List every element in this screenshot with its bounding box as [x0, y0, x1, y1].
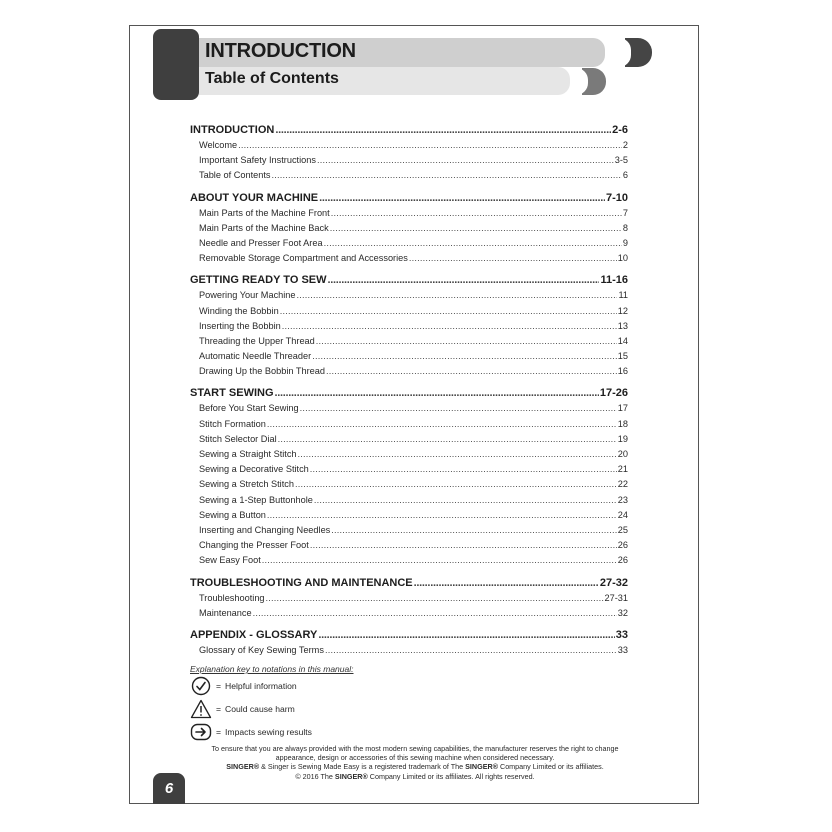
toc-item: [190, 493, 628, 508]
footer-line: To ensure that you are always provided with the most modern sewing capabilities, the manufacturer reserves the right to change: [211, 744, 619, 753]
dot-leader: [317, 153, 614, 168]
arrow-right-box-icon: [190, 722, 212, 742]
toc-item-title: Maintenance: [199, 607, 252, 618]
toc-item-pages: 19: [617, 433, 628, 444]
toc-item: [190, 591, 628, 606]
toc-item-title: Automatic Needle Threader: [199, 351, 312, 362]
dot-leader: [297, 288, 618, 303]
key-row-impact: [190, 720, 354, 743]
footer-line: SINGER® & Singer is Sewing Made Easy is a registered trademark of The SINGER® Company Limited or its affiliates.: [226, 762, 604, 772]
toc-item-pages: 14: [617, 335, 628, 346]
toc-item: [190, 334, 628, 349]
toc-item-pages: 6: [622, 170, 628, 181]
toc-item-title: Table of Contents: [199, 170, 271, 181]
dot-leader: [325, 643, 617, 658]
toc-item-pages: 26: [617, 540, 628, 551]
equals-sign: =: [216, 680, 222, 691]
dot-leader: [330, 221, 622, 236]
toc-item-pages: 25: [617, 524, 628, 535]
page-title: Table of Contents: [205, 70, 339, 87]
dot-leader: [318, 628, 614, 643]
toc-section: [190, 576, 628, 591]
toc-item-title: Sew Easy Foot: [199, 555, 261, 566]
toc-item: [190, 153, 628, 168]
toc-section-title: GETTING READY TO SEW: [190, 274, 327, 287]
notation-key-title: Explanation key to notations in this manual:: [190, 664, 354, 674]
toc-item-pages: 22: [617, 479, 628, 490]
dot-leader: [312, 349, 617, 364]
key-label: Helpful information: [225, 680, 297, 691]
equals-sign: =: [216, 703, 222, 714]
toc-item: [190, 538, 628, 553]
dot-leader: [262, 553, 617, 568]
key-label: Impacts sewing results: [225, 726, 312, 737]
toc-item: [190, 206, 628, 221]
toc-item-title: Troubleshooting: [199, 592, 265, 603]
toc-item-pages: 12: [617, 305, 628, 316]
key-row-harm: [190, 697, 354, 720]
toc-item: [190, 288, 628, 303]
toc-item-pages: 16: [617, 366, 628, 377]
toc-item-title: Glossary of Key Sewing Terms: [199, 644, 324, 655]
toc-section: [190, 273, 628, 288]
toc-section: [190, 123, 628, 138]
toc-section-title: ABOUT YOUR MACHINE: [190, 191, 319, 204]
brand-name: SINGER®: [465, 762, 498, 772]
toc-item-pages: 20: [617, 449, 628, 459]
toc-item: [190, 221, 628, 236]
toc-item-pages: 7: [622, 207, 628, 218]
toc-item: [190, 251, 628, 266]
dot-leader: [298, 447, 617, 462]
toc-item-title: Before You Start Sewing: [199, 403, 299, 414]
toc-item: [190, 508, 628, 523]
warning-triangle-icon: [190, 699, 212, 719]
dot-leader: [316, 334, 617, 349]
equals-sign: =: [216, 726, 222, 737]
toc-item-title: Inserting and Changing Needles: [199, 524, 331, 535]
toc-item: [190, 349, 628, 364]
toc-item: [190, 462, 628, 477]
toc-item-title: Main Parts of the Machine Front: [199, 207, 330, 218]
toc-item-title: Sewing a Button: [199, 509, 266, 520]
toc-item-title: Powering Your Machine: [199, 290, 296, 301]
check-circle-icon: [190, 676, 212, 696]
toc-item-title: Threading the Upper Thread: [199, 335, 315, 346]
dot-leader: [272, 168, 622, 183]
dot-leader: [331, 523, 616, 538]
toc-item-pages: 21: [617, 464, 628, 475]
toc-item-pages: 17: [617, 403, 628, 414]
dot-leader: [414, 576, 599, 591]
toc-item-pages: 9: [622, 237, 628, 248]
toc-item-pages: 8: [622, 222, 628, 233]
toc-item: [190, 304, 628, 319]
notation-key: [190, 664, 354, 743]
brand-name: SINGER®: [226, 762, 260, 772]
toc-section: [190, 386, 628, 401]
toc-item-pages: 10: [617, 253, 628, 264]
chapter-title: INTRODUCTION: [205, 40, 356, 62]
toc-item-pages: 26: [617, 555, 628, 566]
toc-item: [190, 553, 628, 568]
dot-leader: [331, 206, 622, 221]
header-block-decoration: [153, 29, 199, 100]
toc-item: [190, 447, 628, 462]
toc-item: [190, 477, 628, 492]
chapter-tab-decoration: [625, 38, 652, 67]
legal-footer: [150, 744, 680, 781]
dot-leader: [326, 364, 617, 379]
dot-leader: [267, 417, 617, 432]
page-number: 6: [153, 773, 185, 804]
toc-section-title: START SEWING: [190, 387, 274, 400]
dot-leader: [275, 123, 611, 138]
toc-section-pages: 7-10: [605, 191, 628, 204]
dot-leader: [310, 538, 617, 553]
toc-section-title: INTRODUCTION: [190, 124, 275, 136]
toc-item-pages: 32: [617, 607, 628, 618]
toc-item-pages: 23: [617, 494, 628, 505]
brand-name: SINGER®: [334, 771, 368, 781]
toc-item-title: Important Safety Instructions: [199, 155, 316, 166]
toc-item-title: Sewing a Straight Stitch: [199, 449, 297, 459]
toc-item-title: Main Parts of the Machine Back: [199, 222, 329, 233]
dot-leader: [314, 493, 617, 508]
footer-line: appearance, design or accessories of this sewing machine when considered necessary.: [275, 753, 555, 763]
toc-item: [190, 319, 628, 334]
toc-section: [190, 628, 628, 643]
toc-section-pages: 11-16: [600, 274, 628, 287]
dot-leader: [282, 319, 617, 334]
toc-item-pages: 2: [622, 140, 628, 150]
toc-item: [190, 168, 628, 183]
dot-leader: [238, 138, 622, 153]
toc-item-pages: 18: [617, 418, 628, 429]
toc-item-pages: 11: [618, 290, 628, 301]
toc-item: [190, 606, 628, 621]
toc-item-title: Needle and Presser Foot Area: [199, 237, 323, 248]
toc-item-pages: 13: [617, 320, 628, 331]
toc-item: [190, 236, 628, 251]
dot-leader: [310, 462, 617, 477]
toc-item-title: Sewing a Decorative Stitch: [199, 464, 309, 475]
toc-item-title: Welcome: [199, 140, 238, 150]
dot-leader: [253, 606, 617, 621]
toc-item: [190, 432, 628, 447]
toc-item: [190, 401, 628, 416]
table-of-contents: [190, 123, 628, 658]
toc-item-pages: 3-5: [614, 155, 628, 166]
toc-item-title: Winding the Bobbin: [199, 305, 279, 316]
dot-leader: [275, 386, 599, 401]
toc-section-title: TROUBLESHOOTING AND MAINTENANCE: [190, 576, 413, 589]
dot-leader: [266, 591, 604, 606]
toc-section-pages: 27-32: [599, 576, 628, 589]
toc-item: [190, 523, 628, 538]
toc-item-pages: 15: [617, 351, 628, 362]
key-label: Could cause harm: [225, 703, 295, 714]
toc-item: [190, 417, 628, 432]
toc-item-title: Removable Storage Compartment and Accessories: [199, 253, 408, 264]
toc-item-title: Inserting the Bobbin: [199, 320, 281, 331]
toc-item: [190, 138, 628, 153]
toc-item-pages: 33: [617, 644, 628, 655]
toc-section: [190, 191, 628, 206]
dot-leader: [280, 304, 617, 319]
dot-leader: [328, 273, 600, 288]
toc-item-title: Stitch Selector Dial: [199, 433, 277, 444]
toc-section-title: APPENDIX - GLOSSARY: [190, 628, 318, 641]
dot-leader: [278, 432, 617, 447]
toc-item: [190, 643, 628, 658]
toc-item-title: Sewing a 1-Step Buttonhole: [199, 494, 313, 505]
toc-item-title: Sewing a Stretch Stitch: [199, 479, 294, 490]
dot-leader: [300, 401, 617, 416]
dot-leader: [295, 477, 617, 492]
toc-section-pages: 17-26: [599, 387, 628, 400]
title-tab-decoration: [582, 68, 606, 95]
toc-section-pages: 33: [615, 628, 628, 641]
dot-leader: [267, 508, 617, 523]
toc-item-title: Changing the Presser Foot: [199, 540, 309, 551]
dot-leader: [319, 191, 605, 206]
toc-item-pages: 27-31: [604, 592, 628, 603]
dot-leader: [324, 236, 622, 251]
toc-section-pages: 2-6: [612, 124, 628, 136]
toc-item-title: Stitch Formation: [199, 418, 266, 429]
toc-item: [190, 364, 628, 379]
toc-item-pages: 24: [617, 509, 628, 520]
dot-leader: [409, 251, 617, 266]
key-row-helpful: [190, 674, 354, 697]
footer-line: © 2016 The SINGER® Company Limited or its affiliates. All rights reserved.: [295, 771, 535, 781]
toc-item-title: Drawing Up the Bobbin Thread: [199, 366, 325, 377]
